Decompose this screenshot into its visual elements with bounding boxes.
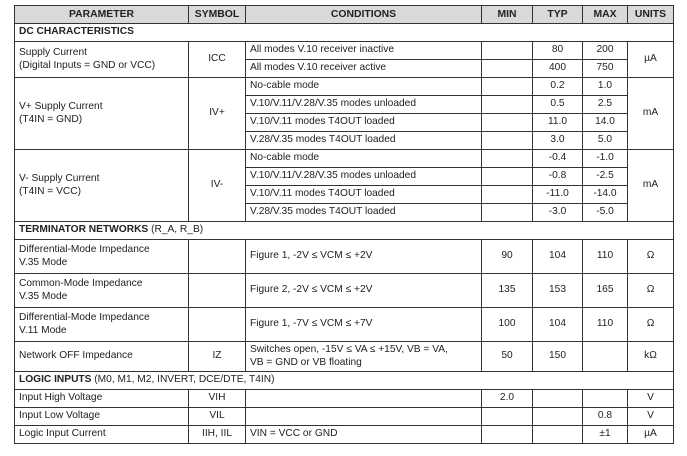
max-cell: -14.0 bbox=[583, 186, 628, 204]
max-cell: 14.0 bbox=[583, 114, 628, 132]
conditions-cell: V.10/V.11/V.28/V.35 modes unloaded bbox=[246, 96, 482, 114]
conditions-cell-line: VB = GND or VB floating bbox=[250, 356, 362, 368]
parameter-cell-line: Input High Voltage bbox=[19, 392, 103, 404]
parameter-cell-line: (T4IN = GND) bbox=[19, 113, 83, 125]
max-cell bbox=[583, 390, 628, 408]
units-cell: mA bbox=[628, 150, 674, 222]
table-row bbox=[15, 240, 674, 274]
symbol-cell: IV- bbox=[189, 150, 246, 222]
symbol-cell: ICC bbox=[189, 42, 246, 78]
parameter-cell-line: (T4IN = VCC) bbox=[19, 185, 81, 197]
table-row bbox=[15, 342, 674, 372]
min-cell bbox=[482, 168, 533, 186]
parameter-cell bbox=[15, 426, 189, 444]
conditions-cell bbox=[246, 390, 482, 408]
min-cell bbox=[482, 132, 533, 150]
max-cell: -5.0 bbox=[583, 204, 628, 222]
min-cell bbox=[482, 186, 533, 204]
section-title: LOGIC INPUTS bbox=[19, 374, 92, 386]
section-header bbox=[15, 372, 674, 390]
conditions-cell: No-cable mode bbox=[246, 78, 482, 96]
max-cell bbox=[583, 342, 628, 372]
section-header-row bbox=[15, 372, 674, 390]
conditions-cell: All modes V.10 receiver inactive bbox=[246, 42, 482, 60]
max-cell: -1.0 bbox=[583, 150, 628, 168]
conditions-cell bbox=[246, 408, 482, 426]
max-cell: ±1 bbox=[583, 426, 628, 444]
min-cell: 50 bbox=[482, 342, 533, 372]
symbol-cell: IIH, IIL bbox=[189, 426, 246, 444]
parameter-cell bbox=[15, 240, 189, 274]
symbol-cell: IV+ bbox=[189, 78, 246, 150]
header-units: UNITS bbox=[628, 6, 674, 24]
parameter-cell-line: V+ Supply Current bbox=[19, 100, 103, 112]
section-header-row bbox=[15, 24, 674, 42]
conditions-cell: All modes V.10 receiver active bbox=[246, 60, 482, 78]
max-cell: 200 bbox=[583, 42, 628, 60]
table-row bbox=[15, 308, 674, 342]
typ-cell bbox=[533, 426, 583, 444]
min-cell: 2.0 bbox=[482, 390, 533, 408]
min-cell: 100 bbox=[482, 308, 533, 342]
max-cell: 2.5 bbox=[583, 96, 628, 114]
min-cell bbox=[482, 78, 533, 96]
max-cell: 0.8 bbox=[583, 408, 628, 426]
parameter-cell bbox=[15, 390, 189, 408]
section-title: TERMINATOR NETWORKS bbox=[19, 224, 149, 236]
symbol-cell: IZ bbox=[189, 342, 246, 372]
header-row bbox=[15, 6, 674, 24]
units-cell: µA bbox=[628, 426, 674, 444]
conditions-cell: V.10/V.11/V.28/V.35 modes unloaded bbox=[246, 168, 482, 186]
parameter-cell-line: Input Low Voltage bbox=[19, 410, 100, 422]
min-cell bbox=[482, 60, 533, 78]
header-conditions: CONDITIONS bbox=[246, 6, 482, 24]
typ-cell bbox=[533, 390, 583, 408]
max-cell: 1.0 bbox=[583, 78, 628, 96]
min-cell: 90 bbox=[482, 240, 533, 274]
section-header bbox=[15, 24, 674, 42]
symbol-cell bbox=[189, 274, 246, 308]
parameter-cell-line: V.11 Mode bbox=[19, 324, 67, 336]
parameter-cell-line: Differential-Mode Impedance bbox=[19, 243, 150, 255]
min-cell bbox=[482, 42, 533, 60]
conditions-cell: VIN = VCC or GND bbox=[246, 426, 482, 444]
conditions-cell: V.10/V.11 modes T4OUT loaded bbox=[246, 186, 482, 204]
max-cell: 165 bbox=[583, 274, 628, 308]
conditions-cell: V.10/V.11 modes T4OUT loaded bbox=[246, 114, 482, 132]
typ-cell: -0.4 bbox=[533, 150, 583, 168]
min-cell bbox=[482, 114, 533, 132]
section-header-row bbox=[15, 222, 674, 240]
typ-cell: 104 bbox=[533, 240, 583, 274]
parameter-cell-line: V- Supply Current bbox=[19, 172, 100, 184]
typ-cell: -3.0 bbox=[533, 204, 583, 222]
section-note: (M0, M1, M2, INVERT, DCE/DTE, T4IN) bbox=[91, 374, 275, 386]
header-typ: TYP bbox=[533, 6, 583, 24]
max-cell: 110 bbox=[583, 240, 628, 274]
parameter-cell-line: Logic Input Current bbox=[19, 428, 106, 440]
parameter-cell-line: V.35 Mode bbox=[19, 290, 68, 302]
header-parameter: PARAMETER bbox=[15, 6, 189, 24]
typ-cell: -0.8 bbox=[533, 168, 583, 186]
table-row bbox=[15, 150, 674, 168]
parameter-cell-line: Differential-Mode Impedance bbox=[19, 311, 150, 323]
header-min: MIN bbox=[482, 6, 533, 24]
conditions-cell: V.28/V.35 modes T4OUT loaded bbox=[246, 132, 482, 150]
table-row bbox=[15, 274, 674, 308]
parameter-cell bbox=[15, 408, 189, 426]
symbol-cell bbox=[189, 240, 246, 274]
conditions-cell: Figure 1, -7V ≤ VCM ≤ +7V bbox=[246, 308, 482, 342]
table-row bbox=[15, 42, 674, 60]
parameter-cell bbox=[15, 42, 189, 78]
parameter-cell bbox=[15, 78, 189, 150]
parameter-cell bbox=[15, 274, 189, 308]
min-cell bbox=[482, 96, 533, 114]
section-note: (R_A, R_B) bbox=[148, 224, 204, 236]
units-cell: kΩ bbox=[628, 342, 674, 372]
units-cell: Ω bbox=[628, 308, 674, 342]
conditions-cell: No-cable mode bbox=[246, 150, 482, 168]
section-header bbox=[15, 222, 674, 240]
typ-cell: 0.5 bbox=[533, 96, 583, 114]
table-row bbox=[15, 390, 674, 408]
typ-cell: -11.0 bbox=[533, 186, 583, 204]
max-cell: 750 bbox=[583, 60, 628, 78]
units-cell: Ω bbox=[628, 240, 674, 274]
section-title: DC CHARACTERISTICS bbox=[19, 26, 134, 38]
conditions-cell bbox=[246, 342, 482, 372]
min-cell bbox=[482, 150, 533, 168]
typ-cell: 150 bbox=[533, 342, 583, 372]
conditions-cell-line: Switches open, -15V ≤ VA ≤ +15V, VB = VA, bbox=[250, 343, 448, 355]
conditions-cell: V.28/V.35 modes T4OUT loaded bbox=[246, 204, 482, 222]
parameter-cell bbox=[15, 342, 189, 372]
min-cell bbox=[482, 426, 533, 444]
units-cell: Ω bbox=[628, 274, 674, 308]
parameter-cell-line: V.35 Mode bbox=[19, 256, 68, 268]
header-max: MAX bbox=[583, 6, 628, 24]
parameter-cell bbox=[15, 150, 189, 222]
parameter-cell-line: Network OFF Impedance bbox=[19, 350, 133, 362]
table-row bbox=[15, 78, 674, 96]
spec-body bbox=[15, 24, 674, 444]
units-cell: mA bbox=[628, 78, 674, 150]
symbol-cell: VIL bbox=[189, 408, 246, 426]
symbol-cell: VIH bbox=[189, 390, 246, 408]
min-cell bbox=[482, 204, 533, 222]
max-cell: 110 bbox=[583, 308, 628, 342]
typ-cell: 104 bbox=[533, 308, 583, 342]
max-cell: -2.5 bbox=[583, 168, 628, 186]
typ-cell: 400 bbox=[533, 60, 583, 78]
table-row bbox=[15, 408, 674, 426]
typ-cell: 11.0 bbox=[533, 114, 583, 132]
typ-cell: 153 bbox=[533, 274, 583, 308]
conditions-cell: Figure 2, -2V ≤ VCM ≤ +2V bbox=[246, 274, 482, 308]
units-cell: V bbox=[628, 390, 674, 408]
typ-cell: 0.2 bbox=[533, 78, 583, 96]
min-cell bbox=[482, 408, 533, 426]
typ-cell: 80 bbox=[533, 42, 583, 60]
units-cell: µA bbox=[628, 42, 674, 78]
parameter-cell-line: Supply Current bbox=[19, 46, 87, 58]
table-row bbox=[15, 426, 674, 444]
typ-cell bbox=[533, 408, 583, 426]
spec-table bbox=[14, 5, 674, 444]
parameter-cell-line: Common-Mode Impedance bbox=[19, 277, 143, 289]
symbol-cell bbox=[189, 308, 246, 342]
units-cell: V bbox=[628, 408, 674, 426]
parameter-cell bbox=[15, 308, 189, 342]
max-cell: 5.0 bbox=[583, 132, 628, 150]
parameter-cell-line: (Digital Inputs = GND or VCC) bbox=[19, 59, 156, 71]
header-symbol: SYMBOL bbox=[189, 6, 246, 24]
typ-cell: 3.0 bbox=[533, 132, 583, 150]
conditions-cell: Figure 1, -2V ≤ VCM ≤ +2V bbox=[246, 240, 482, 274]
min-cell: 135 bbox=[482, 274, 533, 308]
